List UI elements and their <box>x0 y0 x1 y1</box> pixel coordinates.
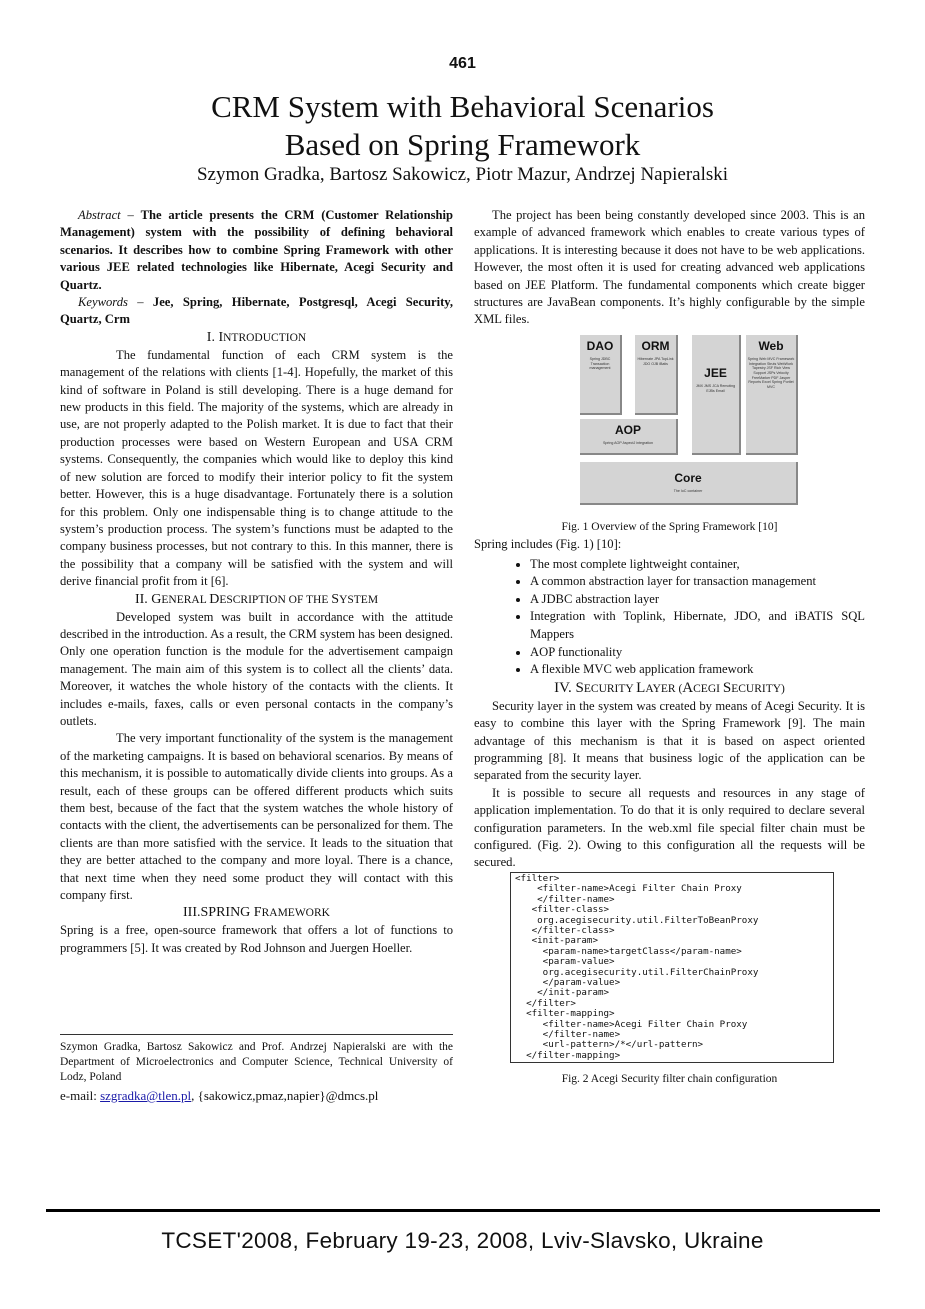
security-paragraph-1: Security layer in the system was created by means of Acegi Security. It is easy to combine this layer with the Spring Framework [9]. The main advantage of this mechanism is that it is based on aspect oriented programming [8]. It means that business logic of the application can be separated from the security layer. <box>474 698 865 783</box>
project-paragraph: The project has been being constantly developed since 2003. This is an example of advanced framework which enables to create various types of applications. It is interesting because it does not have to be web applications. However, the most often it is used for creating advanced web applications based on JEE Platform. The fundamental components which create bigger structures are JavaBean components. It’s highly configurable by the simple XML files. <box>474 208 865 327</box>
keywords-text: Jee, Spring, Hibernate, Postgresql, Acegi Security, Quartz, Crm <box>60 295 454 327</box>
jee-block: JEE JMX JMS JCA Remoting EJBs Email <box>692 335 741 455</box>
abstract-text: The article presents the CRM (Customer Relationship Management) system with the possibility of defining behavioral scenarios. It describes how to combine Spring Framework with other various JEE related technologies like Hibernate, Acegi Security and Quartz. <box>60 208 454 292</box>
footer-rule <box>46 1209 880 1212</box>
conference-footer: TCSET'2008, February 19-23, 2008, Lviv-Slavsko, Ukraine <box>161 1228 764 1253</box>
orm-block: ORM Hibernate JPA TopLink JDO OJB iBatis <box>635 335 678 415</box>
list-item: • A JDBC abstraction layer <box>530 591 865 609</box>
section-heading-introduction: I. INTRODUCTION <box>206 329 307 345</box>
title-line-2: Based on Spring Framework <box>284 127 641 162</box>
right-column <box>474 207 865 1089</box>
spring-paragraph: Spring is a free, open-source framework that offers a lot of functions to programmers [5]. It was created by Rod Johnson and Juergen Hoeller. <box>60 923 453 955</box>
dao-block: DAO Spring JDBC Transaction management <box>580 335 622 415</box>
description-paragraph-2: The very important functionality of the system is the management of the marketing campaigns. It is based on behavioral scenarios. By means of this mechanism, it is possible to automatically divide clients into groups. As a result, each of these groups can be offered different products which suits them best, because of the fact that the system watches the whole history of contacts with the client, the advertisements can be personalized for them. The clients are than more satisfied with the service. It leads to the situation that they are better attached to the company and more loyal. There is a chance, that next time when they need some product they will contact with this company first. <box>60 731 453 903</box>
spring-includes-line: Spring includes (Fig. 1) [10]: <box>474 537 622 552</box>
affiliation: Szymon Gradka, Bartosz Sakowicz and Prof. Andrzej Napieralski are with the Department of Microelectronics and Computer Science, Technical University of Lodz, Poland <box>60 1041 453 1083</box>
left-column <box>60 207 453 957</box>
list-item: • A flexible MVC web application framework <box>530 661 865 679</box>
figure-2-caption: Fig. 2 Acegi Security filter chain configuration <box>561 1073 778 1086</box>
spring-framework-figure <box>580 335 798 507</box>
paper-title <box>0 88 925 164</box>
web-block: Web Spring Web MVC Framework Integration Struts WebWork Tapestry JSF Rich View Support JSPs Velocity FreeMarker PDF Jasper Reports Excel Spring Portlet MVC <box>746 335 798 455</box>
security-paragraph-2: It is possible to secure all requests and resources in any stage of application implementation. To do that it is only required to declare several configuration parameters. In the web.xml file special filter chain must be configured. (Fig. 2). Owing to this configuration all the requests will be secured. <box>474 785 865 870</box>
email-line: e-mail: szgradka@tlen.pl, {sakowicz,pmaz,napier}@dmcs.pl <box>60 1088 379 1103</box>
section-heading-general-description: II. GENERAL DESCRIPTION OF THE SYSTEM <box>134 591 379 607</box>
aop-block: AOP Spring AOP AspectJ integration <box>580 419 678 455</box>
title-line-1: CRM System with Behavioral Scenarios <box>211 89 714 124</box>
spring-feature-list <box>474 556 865 679</box>
section-heading-spring-framework: III.SPRING FRAMEWORK <box>183 905 330 921</box>
section-heading-security-layer: IV. SECURITY LAYER (ACEGI SECURITY) <box>554 679 785 696</box>
author-list: Szymon Gradka, Bartosz Sakowicz, Piotr Mazur, Andrzej Napieralski <box>196 164 729 185</box>
core-block: Core The IoC container <box>580 462 798 505</box>
intro-paragraph: The fundamental function of each CRM system is the management of the relations with clients [1-4]. Hopefully, the market of this kind of software in Poland is still developing. There is a huge demand for new products in this field. The majority of the systems, which are already in use, are not properly adapted to the Polish market. It is due to fact that their production processes were based on Western European and USA CRM systems. Consequently, the companies which would like to deploy this kind of new solution are forced to modify their interior policy to fit the system better. However, this is a huge disadvantage. Fortunately there is a solution for this problem. Only one indispensable thing is to change attitude to the system’s production process. The system’s functions must be adapted to the company business processes, but not contrary to this. In this manner, there is the possibility that a company will be satisfied with the system and will derive financial profit from it [6]. <box>60 347 453 589</box>
page-number: 461 <box>449 55 476 72</box>
email-link[interactable]: szgradka@tlen.pl <box>100 1088 192 1103</box>
filter-config-code: <filter> <filter-name>Acegi Filter Chain Proxy </filter-name> <filter-class> org.acegisecurity.util.FilterToBeanProxy </filter-class> <init-param> <param-name>targetClass</param-name> <param-value> org.acegisecurity.util.FilterChainProxy </param-value> </init-param> </filter> <filter-mapping> <filter-name>Acegi Filter Chain Proxy </filter-name> <url-pattern>/*</url-pattern> </filter-mapping> <box>510 872 834 1063</box>
list-item: • A common abstraction layer for transaction management <box>530 573 865 591</box>
list-item: • Integration with Toplink, Hibernate, JDO, and iBATIS SQL Mappers <box>530 608 865 643</box>
list-item: • AOP functionality <box>530 644 865 662</box>
description-paragraph-1: Developed system was built in accordance with the attitude described in the introduction. As a result, the CRM system has been designed. Only one operation function is the module for the advertisement campaign management. The main aim of this system is to collect all the clients’ data. Moreover, it watches the whole history of the contacts with the clients. It includes e-mails, faxes, calls or even personal contacts in the company’s outlets. <box>60 609 453 728</box>
list-item: • The most complete lightweight container, <box>530 556 865 574</box>
author-footnote <box>60 1034 453 1103</box>
abstract: Abstract – The article presents the CRM (Customer Relationship Management) system with the possibility of defining behavioral scenarios. It describes how to combine Spring Framework with other various JEE related technologies like Hibernate, Acegi Security and Quartz. <box>60 208 454 292</box>
keywords: Keywords – Jee, Spring, Hibernate, Postgresql, Acegi Security, Quartz, Crm <box>60 295 454 327</box>
figure-1-caption: Fig. 1 Overview of the Spring Framework [10] <box>561 520 778 533</box>
